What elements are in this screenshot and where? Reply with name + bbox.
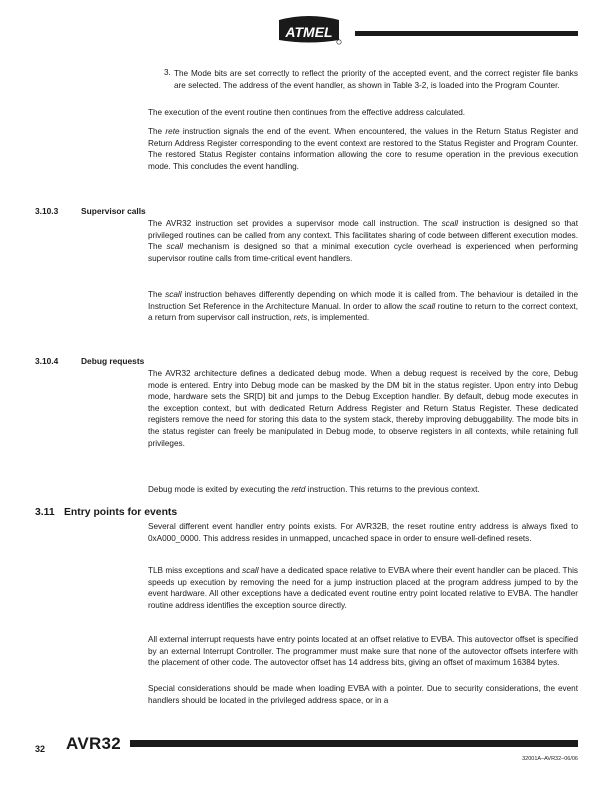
paragraph-entry-2: TLB miss exceptions and scall have a dedicated space relative to EVBA where their event handler can be placed. This speeds up execution by removing the need for a jump instruction placed at the program address jumped to by the event hardware. All other exceptions have a dedicated event routine entry point located relative to EVBA. The handler routine address identifies the exception source directly. <box>148 566 578 610</box>
header-rule <box>355 31 578 36</box>
footer-title: AVR32 <box>66 734 122 753</box>
paragraph-supervisor-2: The scall instruction behaves differently depending on which mode it is called from. The behaviour is detailed in the Instruction Set Reference in the Architecture Manual. In order to allow the scall routine to return to the correct context, a return from supervisor call instruction, rets, is implemented. <box>148 290 578 323</box>
paragraph-execution: The execution of the event routine then continues from the effective address calculated. <box>148 108 466 117</box>
page-number: 32 <box>35 744 46 754</box>
heading-entry-points: 3.11 Entry points for events <box>35 507 178 518</box>
footer-rule <box>130 740 578 747</box>
paragraph-rete: The rete instruction signals the end of the event. When encountered, the values in the Return Status Register and Return Address Register corresponding to the event context are restored to the Status Register and Program Counter. The restored Status Register contains information allowing the core to resume operation in the previous execution mode. This concludes the event handling. <box>148 127 578 171</box>
paragraph-supervisor-1: The AVR32 instruction set provides a supervisor mode call instruction. The scall instruction is designed so that privileged routines can be called from any context. This facilitates sharing of code between different execution modes. The scall mechanism is designed so that a minimal execution cycle overhead is experienced when performing supervisor routine calls from time-critical event handlers. <box>148 219 578 263</box>
paragraph-entry-4: Special considerations should be made when loading EVBA with a pointer. Due to security considerations, the event handlers should be located in the privileged address space, or in a <box>148 684 578 705</box>
paragraph-entry-1: Several different event handler entry points exists. For AVR32B, the reset routine entry address is always fixed to 0xA000_0000. This address resides in unmapped, uncached space in order to ensure well-defined resets. <box>148 522 578 543</box>
atmel-logo <box>275 12 343 46</box>
list-item-text: The Mode bits are set correctly to reflect the priority of the accepted event, and the correct register file banks are selected. The address of the event handler, as shown in Table 3-2, is loaded into the Program Counter. <box>174 69 578 90</box>
heading-supervisor-calls: 3.10.3 Supervisor calls <box>35 206 146 216</box>
list-number: 3. <box>164 68 171 77</box>
logo-text: ATMEL <box>285 24 333 40</box>
paragraph-debug-1: The AVR32 architecture defines a dedicated debug mode. When a debug request is received by the core, Debug mode is entered. Entry into Debug mode can be masked by the DM bit in the status register. Upon entry into Debug mode, hardware sets the SR[D] bit and jumps to the Debug Exception handler. By default, debug mode executes in the exception context, but with dedicated Return Address Register and Return Status Register. These dedicated registers remove the need for storing this data to the system stack, thereby improving debuggability. The mode bits in the status register can freely be manipulated in Debug mode, to observe registers in all contexts, while retaining full privileges. <box>148 369 578 448</box>
paragraph-entry-3: All external interrupt requests have entry points located at an offset relative to EVBA. This autovector offset is specified by an external Interrupt Controller. The programmer must make sure that none of the autovector offsets interfere with the placement of other code. The autovector offset has 14 address bits, giving an offset of maximum 16384 bytes. <box>148 635 578 668</box>
paragraph-debug-2: Debug mode is exited by executing the retd instruction. This returns to the previous context. <box>148 485 480 494</box>
document-number: 32001A–AVR32–06/06 <box>522 756 578 762</box>
heading-debug-requests: 3.10.4 Debug requests <box>35 356 145 366</box>
